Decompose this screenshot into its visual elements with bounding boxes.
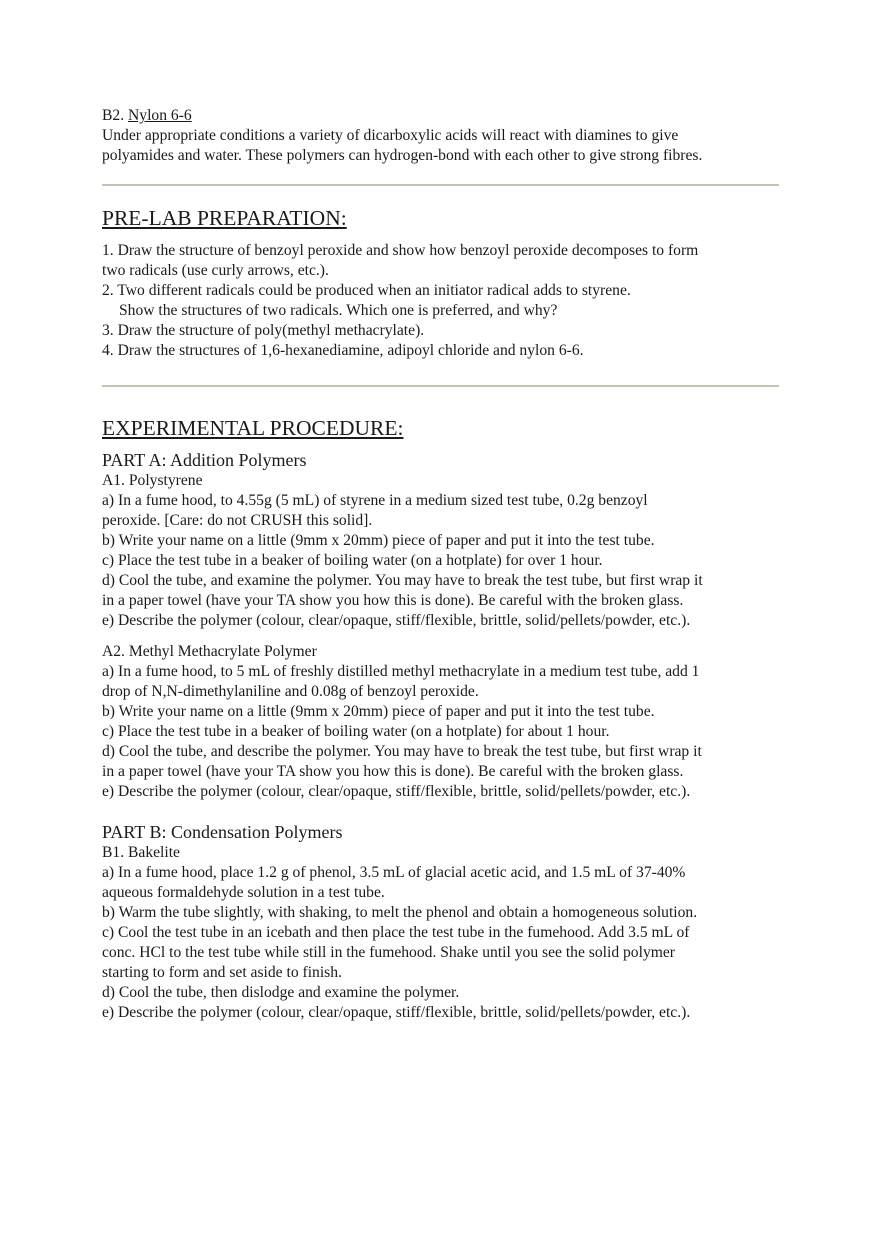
step-line: c) Cool the test tube in an icebath and then place the test tube in the fumehood. Add 3.5 mL of xyxy=(102,924,690,941)
step-line: d) Cool the tube, and examine the polymer. You may have to break the test tube, but first wrap it xyxy=(102,572,703,589)
step-line: e) Describe the polymer (colour, clear/opaque, stiff/flexible, brittle, solid/pellets/powder, etc.). xyxy=(102,612,691,629)
prelab-line: two radicals (use curly arrows, etc.). xyxy=(102,262,329,279)
step-line: in a paper towel (have your TA show you how this is done). Be careful with the broken glass. xyxy=(102,592,684,609)
divider xyxy=(102,385,779,387)
intro-title: Nylon 6-6 xyxy=(128,107,192,124)
prelab-line: 3. Draw the structure of poly(methyl methacrylate). xyxy=(102,322,425,339)
step-line: in a paper towel (have your TA show you how this is done). Be careful with the broken glass. xyxy=(102,763,684,780)
a1-title: A1. Polystyrene xyxy=(102,472,203,489)
b1-steps xyxy=(102,863,782,1023)
step-line: a) In a fume hood, to 5 mL of freshly distilled methyl methacrylate in a medium test tube, add 1 xyxy=(102,663,700,680)
prelab-heading: PRE-LAB PREPARATION: xyxy=(102,206,347,230)
step-line: b) Write your name on a little (9mm x 20mm) piece of paper and put it into the test tube. xyxy=(102,532,655,549)
intro-line: Under appropriate conditions a variety of dicarboxylic acids will react with diamines to give xyxy=(102,127,679,144)
step-line: a) In a fume hood, place 1.2 g of phenol, 3.5 mL of glacial acetic acid, and 1.5 mL of 37-40% xyxy=(102,864,686,881)
prelab-line: 1. Draw the structure of benzoyl peroxide and show how benzoyl peroxide decomposes to form xyxy=(102,242,699,259)
step-line: drop of N,N-dimethylaniline and 0.08g of benzoyl peroxide. xyxy=(102,683,479,700)
a1-steps xyxy=(102,491,782,631)
step-line: a) In a fume hood, to 4.55g (5 mL) of styrene in a medium sized test tube, 0.2g benzoyl xyxy=(102,492,648,509)
part-b-heading: PART B: Condensation Polymers xyxy=(102,822,343,842)
step-line: c) Place the test tube in a beaker of boiling water (on a hotplate) for over 1 hour. xyxy=(102,552,603,569)
part-a-heading: PART A: Addition Polymers xyxy=(102,450,307,470)
intro-title-line xyxy=(102,106,782,126)
prelab-line: 2. Two different radicals could be produced when an initiator radical adds to styrene. xyxy=(102,282,631,299)
a2-title: A2. Methyl Methacrylate Polymer xyxy=(102,643,317,660)
step-line: aqueous formaldehyde solution in a test tube. xyxy=(102,884,385,901)
step-line: e) Describe the polymer (colour, clear/opaque, stiff/flexible, brittle, solid/pellets/powder, etc.). xyxy=(102,1004,691,1021)
step-line: c) Place the test tube in a beaker of boiling water (on a hotplate) for about 1 hour. xyxy=(102,723,610,740)
step-line: b) Warm the tube slightly, with shaking, to melt the phenol and obtain a homogeneous solution. xyxy=(102,904,698,921)
step-line: conc. HCl to the test tube while still in the fumehood. Shake until you see the solid polymer xyxy=(102,944,675,961)
prelab-list xyxy=(102,241,782,361)
step-line: e) Describe the polymer (colour, clear/opaque, stiff/flexible, brittle, solid/pellets/powder, etc.). xyxy=(102,783,691,800)
intro-line: polyamides and water. These polymers can hydrogen-bond with each other to give strong fibres. xyxy=(102,147,703,164)
prelab-line: Show the structures of two radicals. Which one is preferred, and why? xyxy=(119,302,558,319)
b1-title: B1. Bakelite xyxy=(102,844,180,861)
step-line: d) Cool the tube, and describe the polymer. You may have to break the test tube, but first wrap it xyxy=(102,743,702,760)
step-line: peroxide. [Care: do not CRUSH this solid]. xyxy=(102,512,373,529)
step-line: starting to form and set aside to finish. xyxy=(102,964,342,981)
document-page xyxy=(102,106,782,1023)
intro-label: B2. xyxy=(102,107,125,124)
procedure-heading: EXPERIMENTAL PROCEDURE: xyxy=(102,416,404,440)
step-line: b) Write your name on a little (9mm x 20mm) piece of paper and put it into the test tube. xyxy=(102,703,655,720)
prelab-line: 4. Draw the structures of 1,6-hexanediamine, adipoyl chloride and nylon 6-6. xyxy=(102,342,584,359)
step-line: d) Cool the tube, then dislodge and examine the polymer. xyxy=(102,984,460,1001)
divider xyxy=(102,184,779,186)
a2-steps xyxy=(102,662,782,802)
